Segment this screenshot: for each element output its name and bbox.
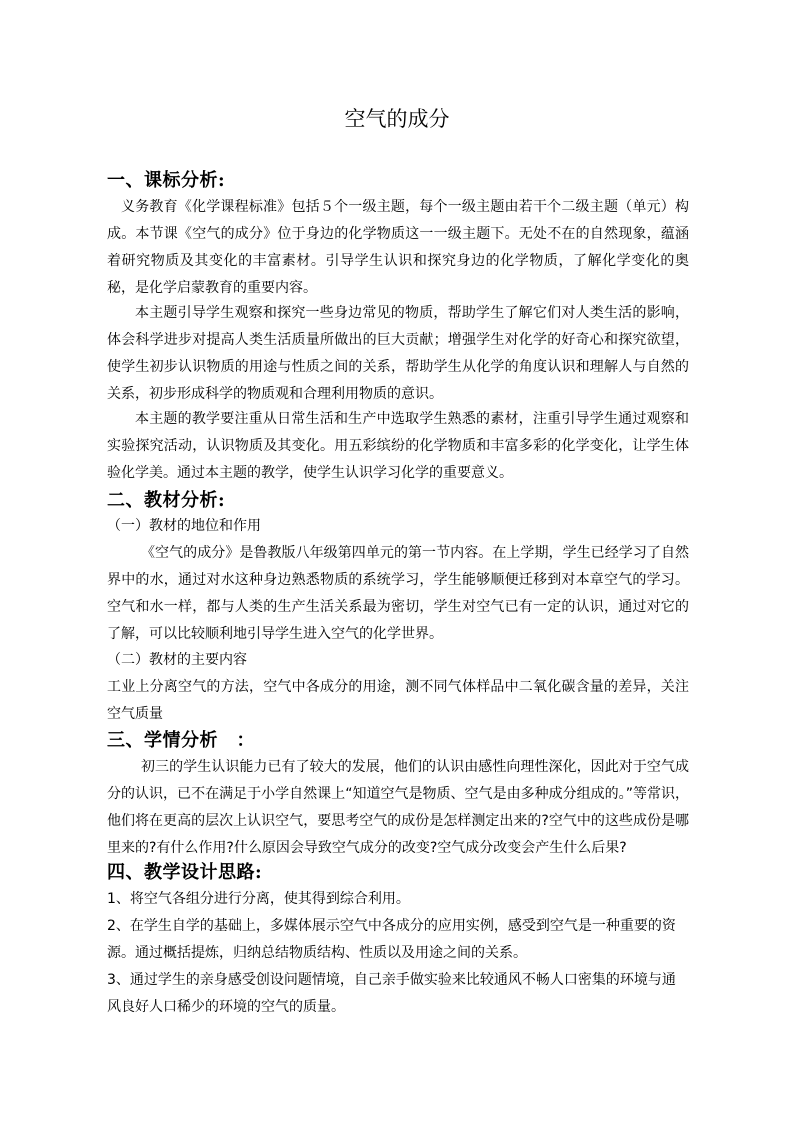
design-item-1: 1、将空气各组分进行分离，使其得到综合利用。 [107,891,410,907]
section-heading-design: 四、教学设计思路: [107,862,263,883]
section-heading-textbook: 二、教材分析: [107,490,226,511]
design-item-2: 2、在学生自学的基础上，多媒体展示空气中各成分的应用实例，感受到空气是一种重要的资源。通过概括提炼，归纳总结物质结构、性质以及用途之间的关系。 [107,918,676,961]
paragraph-students-1: 初三的学生认识能力已有了较大的发展，他们的认识由感性向理性深化，因此对于空气成分的认识，已不在满足于小学自然课上“知道空气是物质、空气是由多种成分组成的。”等常识，他们将在更高的层次上认识空气，要思考空气的成份是怎样测定出来的?空气中的这些成份是哪里来的?有什么作用?什么原因会导致空气成分的改变?空气成分改变会产生什么后果? [107,759,689,856]
paragraph-curriculum-3: 本主题的教学要注重从日常生活和生产中选取学生熟悉的素材，注重引导学生通过观察和实验探究活动，认识物质及其变化。用五彩缤纷的化学物质和丰富多彩的化学变化，让学生体验化学美。通过本主题的教学，使学生认识学习化学的重要意义。 [107,411,689,481]
paragraph-curriculum-1: 义务教育《化学课程标准》包括５个一级主题，每个一级主题由若干个二级主题（单元）构成。本节课《空气的成分》位于身边的化学物质这一一级主题下。无处不在的自然现象，蕴涵着研究物质及其变化的丰富素材。引导学生认识和探究身边的化学物质，了解化学变化的奥秘，是化学启蒙教育的重要内容。 [107,199,689,296]
paragraph-curriculum-2: 本主题引导学生观察和探究一些身边常见的物质，帮助学生了解它们对人类生活的影响，体会科学进步对提高人类生活质量所做出的巨大贡献；增强学生对化学的好奇心和探究欲望，使学生初步认识物质的用途与性质之间的关系，帮助学生从化学的角度认识和理解人与自然的关系，初步形成科学的物质观和合理利用物质的意识。 [107,305,689,402]
paragraph-textbook-1: 《空气的成分》是鲁教版八年级第四单元的第一节内容。在上学期，学生已经学习了自然界中的水，通过对水这种身边熟悉物质的系统学习，学生能够顺便迁移到对本章空气的学习。空气和水一样，都与人类的生产生活关系最为密切，学生对空气已有一定的认识，通过对它的了解，可以比较顺利地引导学生进入空气的化学世界。 [107,545,689,642]
section-heading-students: 三、学情分析 ： [107,730,255,751]
design-item-3: 3、通过学生的亲身感受创设问题情境，自己亲手做实验来比较通风不畅人口密集的环境与通风良好人口稀少的环境的空气的质量。 [107,972,676,1015]
paragraph-textbook-2: 工业上分离空气的方法，空气中各成分的用途，测不同气体样品中二氧化碳含量的差异，关注空气质量 [107,679,689,722]
subheading-main-content: （二）教材的主要内容 [107,652,247,668]
document-title: 空气的成分 [344,107,450,131]
subheading-position-role: （一）教材的地位和作用 [107,518,261,534]
section-heading-curriculum: 一、课标分析: [107,170,226,191]
